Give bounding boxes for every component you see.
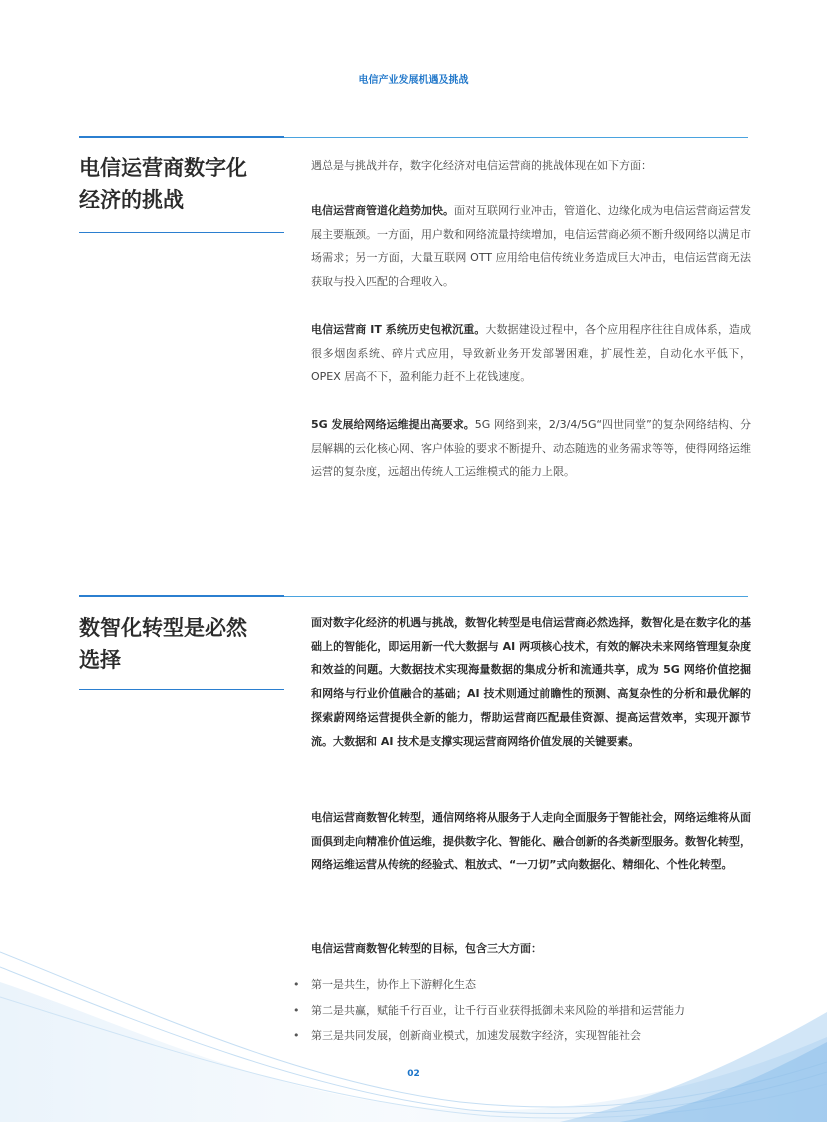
section2-top-rule (284, 596, 748, 597)
section1-top-rule-accent (79, 136, 284, 138)
decorative-wave-background (0, 942, 827, 1122)
list-item: • 第二是共赢，赋能千行百业，让千行百业获得抵御未来风险的举措和运营能力 (293, 998, 753, 1024)
section2-paragraph-1: 面对数字化经济的机遇与挑战，数智化转型是电信运营商必然选择，数智化是在数字化的基础上的智能化，即运用新一代大数据与 AI 两项核心技术，有效的解决未来网络管理复杂度和效益的问题。大数据技术实现海量数据的集成分析和流通共享，成为 5G 网络价值挖掘和网络与行业价值融合的基础；AI 技术则通过前瞻性的预测、高复杂性的分析和最优解的探索蔚网络运营提供全新的能力，帮助运营商匹配最佳资源、提高运营效率，实现开源节流。大数据和 AI 技术是支撑实现运营商网络价值发展的关键要素。 (311, 616, 751, 748)
section1-heading: 电信运营商数字化 经济的挑战 (79, 156, 247, 212)
list-item: • 第一是共生，协作上下游孵化生态 (293, 972, 753, 998)
section1-paragraph-3-lead: 5G 发展给网络运维提出高要求。 (311, 418, 475, 431)
section1-paragraph-3-body: 5G 网络到来，2/3/4/5G“四世同堂”的复杂网络结构、分层解耦的云化核心网、客户体验的要求不断提升、动态随选的业务需求等等，使得网络运维运营的复杂度，远超出传统人工运维模式的能力上限。 (311, 418, 752, 479)
section1-paragraph-3 (311, 413, 751, 484)
section2-heading-rule (79, 689, 284, 690)
running-header: 电信产业发展机遇及挑战 (358, 75, 469, 86)
section1-heading-rule (79, 232, 284, 233)
list-item: • 第三是共同发展，创新商业模式，加速发展数字经济，实现智能社会 (293, 1023, 753, 1049)
section2-paragraph-3: 电信运营商数智化转型的目标，包含三大方面： (311, 942, 542, 955)
section2-heading: 数智化转型是必然 选择 (79, 616, 247, 672)
section1-paragraph-1-body: 面对互联网行业冲击，管道化、边缘化成为电信运营商运营发展主要瓶颈。一方面，用户数和网络流量持续增加，电信运营商必须不断升级网络以满足市场需求；另一方面，大量互联网 OTT 应用给电信传统业务造成巨大冲击，电信运营商无法获取与投入匹配的合理收入。 (311, 204, 751, 289)
section1-paragraph-1-lead: 电信运营商管道化趋势加快。 (311, 204, 454, 217)
section2-top-rule-accent (79, 595, 284, 597)
section1-top-rule (284, 137, 748, 138)
section1-paragraph-1 (311, 199, 751, 294)
section2-paragraph-2: 电信运营商数智化转型，通信网络将从服务于人走向全面服务于智能社会，网络运维将从面面俱到走向精准价值运维，提供数字化、智能化、融合创新的各类新型服务。数智化转型，网络运维运营从传统的经验式、粗放式、“一刀切”式向数据化、精细化、个性化转型。 (311, 811, 751, 872)
section1-intro: 遇总是与挑战并存，数字化经济对电信运营商的挑战体现在如下方面： (311, 159, 652, 172)
page-number: 02 (407, 1069, 420, 1079)
section1-paragraph-2-lead: 电信运营商 IT 系统历史包袱沉重。 (311, 323, 486, 336)
section1-paragraph-2 (311, 318, 751, 389)
section1-paragraph-2-body: 大数据建设过程中，各个应用程序往往自成体系，造成很多烟囱系统、碎片式应用，导致新业务开发部署困难，扩展性差，自动化水平低下，OPEX 居高不下，盈利能力赶不上花钱速度。 (311, 323, 752, 384)
